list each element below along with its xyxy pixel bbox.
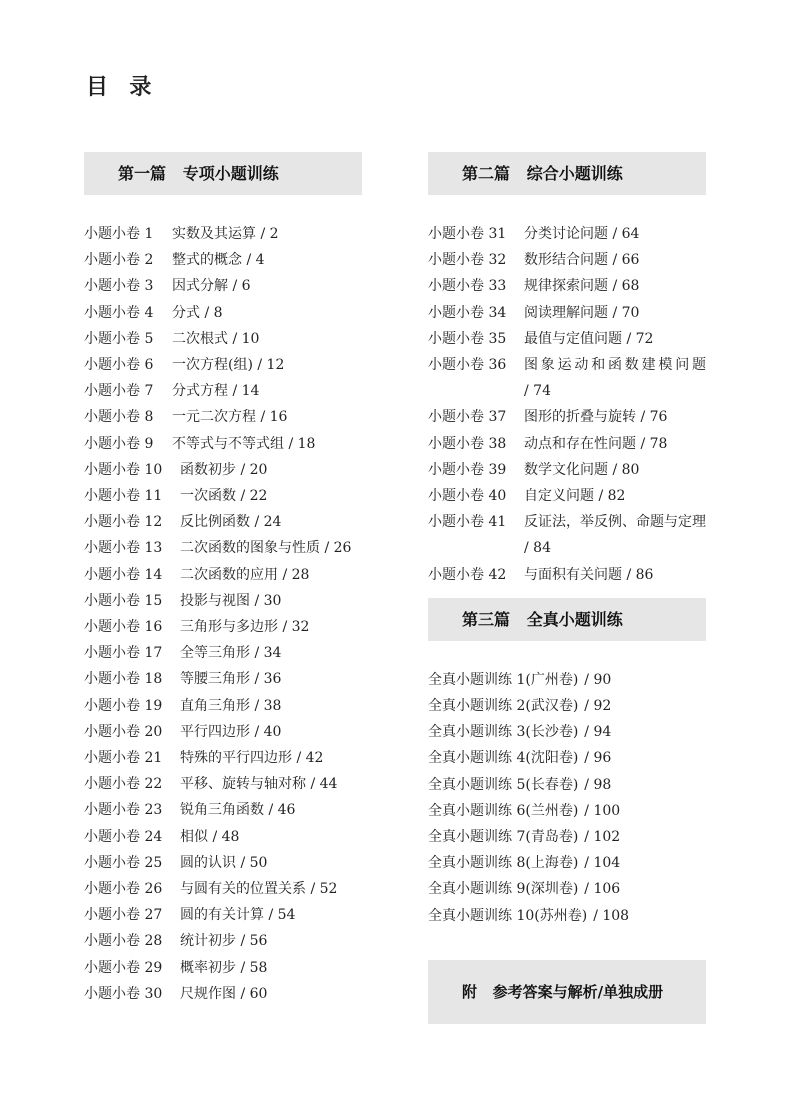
toc-entry-topic-wrap (524, 457, 706, 483)
toc-entry-label: 小题小卷 1 (84, 226, 154, 242)
toc-entry-label: 小题小卷 9 (84, 435, 154, 452)
toc-entry-topic-wrap (180, 693, 362, 719)
toc-entry[interactable] (84, 614, 362, 640)
toc-entry-topic: 平移、旋转与轴对称 (180, 776, 306, 793)
toc-entry-topic-wrap (524, 326, 706, 352)
toc-entry-label: 小题小卷 17 (84, 645, 163, 662)
toc-entry-label: 小题小卷 14 (84, 566, 163, 583)
toc-entry-topic: 数形结合问题 (524, 252, 608, 269)
toc-entry-topic: 尺规作图 (180, 985, 236, 1002)
toc-entry-topic: 动点和存在性问题 (524, 435, 636, 452)
toc-entry-topic-wrap (180, 562, 362, 588)
toc-entry-topic: 全等三角形 (180, 645, 250, 662)
section-3-banner: 第三篇 全真小题训练 (428, 598, 706, 641)
toc-entry-page: / 38 (254, 697, 282, 714)
toc-entry-topic-wrap (524, 509, 706, 561)
toc-entry-label: 小题小卷 6 (84, 357, 154, 374)
toc-entry-topic: 一元二次方程 (172, 409, 256, 426)
toc-entry-label: 小题小卷 21 (84, 750, 163, 767)
toc-entry-page: / 24 (254, 514, 282, 531)
toc-entry-topic-wrap (524, 431, 706, 457)
toc-entry-topic-wrap (180, 614, 362, 640)
toc-entry[interactable] (84, 876, 362, 902)
toc-entry[interactable] (428, 824, 706, 850)
toc-entry[interactable] (84, 928, 362, 954)
toc-entry-topic-wrap (180, 955, 362, 981)
toc-entry[interactable] (428, 693, 706, 719)
toc-entry-topic-wrap (180, 535, 362, 561)
toc-entry[interactable] (84, 483, 362, 509)
toc-entry-label: 小题小卷 13 (84, 540, 163, 557)
toc-entry-page: / 90 (584, 671, 612, 688)
toc-entry-label: 小题小卷 11 (84, 488, 163, 505)
toc-entry-topic-wrap (180, 797, 362, 823)
toc-entry[interactable] (84, 535, 362, 561)
toc-entry-topic: 三角形与多边形 (180, 619, 278, 636)
toc-entry-page: / 108 (593, 907, 630, 924)
toc-entry-topic-wrap (524, 273, 706, 299)
toc-entry-page: / 74 (524, 383, 551, 400)
toc-entry-page: / 54 (268, 907, 296, 924)
toc-entry[interactable] (84, 771, 362, 797)
toc-entry-topic: 与圆有关的位置关系 (180, 881, 306, 898)
toc-entry-page: / 48 (212, 828, 240, 845)
toc-entry-topic-wrap (172, 300, 362, 326)
toc-entry-label: 小题小卷 23 (84, 802, 163, 819)
toc-entry-page: / 78 (640, 435, 668, 452)
toc-entry[interactable] (428, 221, 706, 247)
toc-entry[interactable] (428, 667, 706, 693)
toc-entry-page: / 34 (254, 645, 282, 662)
toc-entry[interactable] (428, 903, 706, 929)
toc-entry-page: / 80 (612, 461, 640, 478)
toc-entry-topic-wrap (180, 902, 362, 928)
toc-entry-topic-wrap (172, 404, 362, 430)
toc-entry-page: / 52 (310, 881, 338, 898)
toc-entry-topic: 整式的概念 (172, 252, 242, 269)
toc-entry-page: / 58 (240, 959, 268, 976)
toc-entry-topic-wrap (524, 404, 706, 430)
toc-entry-label: 小题小卷 40 (428, 488, 507, 505)
toc-entry-topic: 直角三角形 (180, 697, 250, 714)
toc-entry-label: 小题小卷 37 (428, 409, 507, 426)
toc-entry[interactable] (84, 378, 362, 404)
toc-entry-label: 全真小题训练 9(深圳卷) (428, 881, 579, 898)
toc-entry-label: 小题小卷 2 (84, 252, 154, 269)
toc-entry-topic: 相似 (180, 828, 208, 845)
toc-entry-label: 小题小卷 8 (84, 409, 154, 426)
toc-entry-topic: 投影与视图 (180, 592, 250, 609)
toc-entry-page: / 26 (324, 540, 352, 557)
toc-entry[interactable] (428, 404, 706, 430)
toc-entry-topic: 图象运动和函数建模问题 (524, 357, 706, 374)
toc-entry-label: 小题小卷 29 (84, 959, 163, 976)
toc-entry[interactable] (428, 247, 706, 273)
toc-entry-topic-wrap (180, 588, 362, 614)
toc-entry-topic-wrap (180, 928, 362, 954)
toc-entry[interactable] (428, 300, 706, 326)
toc-entry-topic-wrap (524, 221, 706, 247)
toc-entry-label: 小题小卷 35 (428, 330, 507, 347)
toc-entry[interactable] (84, 326, 362, 352)
toc-entry-label: 小题小卷 28 (84, 933, 163, 950)
toc-entry-label: 小题小卷 20 (84, 723, 163, 740)
toc-entry-label: 小题小卷 41 (428, 514, 507, 531)
toc-entry-label: 小题小卷 22 (84, 776, 163, 793)
toc-entry-topic-wrap (180, 824, 362, 850)
toc-entry-label: 全真小题训练 8(上海卷) (428, 855, 579, 872)
toc-entry[interactable] (84, 693, 362, 719)
toc-entry[interactable] (84, 352, 362, 378)
toc-entry-topic: 圆的认识 (180, 854, 236, 871)
toc-entry-label: 全真小题训练 5(长春卷) (428, 776, 579, 793)
toc-entry-label: 全真小题训练 3(长沙卷) (428, 724, 579, 741)
toc-entry-page: / 82 (598, 488, 626, 505)
toc-entry[interactable] (428, 326, 706, 352)
toc-entry-topic-wrap (180, 640, 362, 666)
toc-entry[interactable] (428, 483, 706, 509)
toc-entry-topic: 因式分解 (172, 278, 228, 295)
toc-entry[interactable] (84, 221, 362, 247)
right-column (428, 152, 706, 929)
toc-entry-page: / 100 (584, 802, 621, 819)
toc-entry-topic: 特殊的平行四边形 (180, 750, 292, 767)
toc-entry-page: / 106 (584, 881, 621, 898)
toc-entry-page: / 40 (254, 723, 282, 740)
toc-entry-label: 小题小卷 7 (84, 383, 154, 400)
toc-entry[interactable] (84, 719, 362, 745)
toc-entry-page: / 96 (584, 750, 612, 767)
toc-entry-label: 小题小卷 26 (84, 881, 163, 898)
toc-entry[interactable] (84, 745, 362, 771)
toc-entry-page: / 98 (584, 776, 612, 793)
toc-entry-label: 小题小卷 4 (84, 304, 154, 321)
toc-entry-page: / 8 (204, 304, 223, 321)
toc-entry-page: / 60 (240, 985, 268, 1002)
toc-entry-page: / 28 (282, 566, 310, 583)
toc-entry-page: / 36 (254, 671, 282, 688)
toc-entry-topic-wrap (524, 483, 706, 509)
toc-entry-label: 小题小卷 34 (428, 304, 507, 321)
toc-entry-topic-wrap (180, 457, 362, 483)
toc-entry-label: 小题小卷 3 (84, 278, 154, 295)
toc-entry[interactable] (84, 666, 362, 692)
toc-entry-topic: 不等式与不等式组 (172, 435, 284, 452)
toc-entry[interactable] (428, 562, 706, 588)
toc-entry-page: / 22 (240, 488, 268, 505)
toc-entry-topic-wrap (180, 771, 362, 797)
toc-entry-page: / 2 (260, 226, 279, 242)
toc-entry-topic: 数学文化问题 (524, 461, 608, 478)
toc-entry-label: 小题小卷 39 (428, 461, 507, 478)
toc-entry-topic: 规律探索问题 (524, 278, 608, 295)
toc-entry[interactable] (84, 509, 362, 535)
toc-entry-topic: 实数及其运算 (172, 226, 256, 242)
toc-entry-topic: 最值与定值问题 (524, 330, 622, 347)
toc-entry-page: / 4 (246, 252, 265, 269)
toc-entry-topic: 二次函数的图象与性质 (180, 540, 320, 557)
toc-entry-page: / 44 (310, 776, 338, 793)
toc-entry-page: / 66 (612, 252, 640, 269)
toc-entry-topic: 二次函数的应用 (180, 566, 278, 583)
toc-entry-topic-wrap (180, 745, 362, 771)
toc-entry[interactable] (84, 431, 362, 457)
toc-entry-topic-wrap (524, 300, 706, 326)
toc-entry-topic-wrap (172, 378, 362, 404)
toc-entry-topic-wrap (172, 431, 362, 457)
toc-entry[interactable] (84, 955, 362, 981)
toc-entry-page: / 64 (612, 226, 640, 242)
toc-entry-topic: 图形的折叠与旋转 (524, 409, 636, 426)
toc-entry-topic: 自定义问题 (524, 488, 594, 505)
section-2-banner: 第二篇 综合小题训练 (428, 152, 706, 195)
toc-entry-topic-wrap (180, 850, 362, 876)
toc-entry-page: / 14 (232, 383, 260, 400)
toc-entry-label: 小题小卷 24 (84, 828, 163, 845)
toc-entry-page: / 102 (584, 829, 621, 846)
toc-entry-topic: 圆的有关计算 (180, 907, 264, 924)
toc-entry-topic-wrap (524, 562, 706, 588)
toc-entry[interactable] (84, 824, 362, 850)
toc-entry-topic-wrap (180, 876, 362, 902)
toc-entry-topic: 阅读理解问题 (524, 304, 608, 321)
toc-entry-label: 小题小卷 33 (428, 278, 507, 295)
toc-entry-label: 小题小卷 27 (84, 907, 163, 924)
toc-entry-topic: 函数初步 (180, 461, 236, 478)
toc-entry-label: 全真小题训练 1(广州卷) (428, 671, 579, 688)
toc-entry-topic: 平行四边形 (180, 723, 250, 740)
toc-entry-topic: 统计初步 (180, 933, 236, 950)
toc-entry-page: / 68 (612, 278, 640, 295)
toc-entry[interactable] (84, 247, 362, 273)
toc-entry[interactable] (84, 562, 362, 588)
toc-entry[interactable] (84, 300, 362, 326)
toc-entry-topic-wrap (172, 273, 362, 299)
toc-entry-topic: 锐角三角函数 (180, 802, 264, 819)
toc-entry-label: 全真小题训练 2(武汉卷) (428, 698, 579, 715)
toc-entry-label: 小题小卷 25 (84, 854, 163, 871)
toc-entry[interactable] (428, 850, 706, 876)
toc-entry-label: 全真小题训练 4(沈阳卷) (428, 750, 579, 767)
toc-entry-topic: 等腰三角形 (180, 671, 250, 688)
toc-entry-label: 小题小卷 31 (428, 226, 507, 242)
toc-entry-topic-wrap (180, 666, 362, 692)
toc-entry-page: / 72 (626, 330, 654, 347)
section-1-list (84, 221, 362, 1007)
toc-entry-page: / 70 (612, 304, 640, 321)
toc-entry[interactable] (84, 850, 362, 876)
toc-entry-label: 小题小卷 42 (428, 566, 507, 583)
section-2-list (428, 221, 706, 588)
toc-entry-topic: 与面积有关问题 (524, 566, 622, 583)
toc-entry-page: / 94 (584, 724, 612, 741)
toc-entry[interactable] (428, 509, 706, 561)
toc-entry-topic-wrap (172, 247, 362, 273)
toc-entry[interactable] (428, 798, 706, 824)
toc-entry-page: / 76 (640, 409, 668, 426)
toc-entry-topic-wrap (180, 509, 362, 535)
toc-entry-label: 小题小卷 32 (428, 252, 507, 269)
toc-entry-page: / 56 (240, 933, 268, 950)
toc-entry-topic: 概率初步 (180, 959, 236, 976)
toc-entry-page: / 30 (254, 592, 282, 609)
toc-entry-topic: 一次方程(组) (172, 357, 253, 374)
toc-entry-label: 小题小卷 5 (84, 330, 154, 347)
toc-entry-topic-wrap (172, 221, 362, 247)
toc-entry[interactable] (428, 719, 706, 745)
toc-entry[interactable] (428, 352, 706, 404)
page-title: 目 录 (86, 75, 154, 100)
section-3-list (428, 667, 706, 929)
toc-entry[interactable] (84, 797, 362, 823)
toc-entry-page: / 86 (626, 566, 654, 583)
toc-entry[interactable] (428, 745, 706, 771)
toc-entry-page: / 46 (268, 802, 296, 819)
toc-entry[interactable] (84, 457, 362, 483)
toc-entry-topic-wrap (172, 326, 362, 352)
toc-entry-topic-wrap (180, 719, 362, 745)
toc-entry[interactable] (428, 772, 706, 798)
toc-entry-page: / 42 (296, 750, 324, 767)
toc-entry-label: 全真小题训练 7(青岛卷) (428, 829, 579, 846)
toc-entry-topic: 反证法，举反例、命题与定理 (524, 514, 706, 531)
left-column (84, 152, 362, 1007)
toc-entry-topic: 分式方程 (172, 383, 228, 400)
toc-entry-label: 小题小卷 18 (84, 671, 163, 688)
toc-entry-topic-wrap (172, 352, 362, 378)
toc-entry-label: 小题小卷 10 (84, 461, 163, 478)
toc-entry-topic: 反比例函数 (180, 514, 250, 531)
toc-entry[interactable] (84, 902, 362, 928)
toc-entry[interactable] (84, 588, 362, 614)
toc-entry-topic-wrap (524, 352, 706, 404)
toc-entry-topic: 分类讨论问题 (524, 226, 608, 242)
toc-entry-page: / 104 (584, 855, 621, 872)
toc-entry[interactable] (428, 431, 706, 457)
toc-entry-label: 全真小题训练 10(苏州卷) (428, 907, 588, 924)
toc-entry-page: / 84 (524, 540, 551, 557)
toc-entry-page: / 20 (240, 461, 268, 478)
toc-entry-page: / 12 (257, 357, 285, 374)
toc-entry-topic: 分式 (172, 304, 200, 321)
toc-entry-topic: 一次函数 (180, 488, 236, 505)
toc-entry-label: 小题小卷 15 (84, 592, 163, 609)
toc-entry-topic: 二次根式 (172, 330, 228, 347)
toc-entry-page: / 10 (232, 330, 260, 347)
toc-entry-label: 小题小卷 30 (84, 985, 163, 1002)
toc-entry-label: 小题小卷 16 (84, 619, 163, 636)
toc-entry-page: / 50 (240, 854, 268, 871)
toc-entry-topic-wrap (180, 981, 362, 1007)
toc-entry-page: / 32 (282, 619, 310, 636)
toc-entry[interactable] (428, 457, 706, 483)
toc-entry-topic-wrap (524, 247, 706, 273)
toc-entry-page: / 92 (584, 698, 612, 715)
toc-entry[interactable] (428, 273, 706, 299)
toc-entry[interactable] (428, 876, 706, 902)
toc-entry[interactable] (84, 404, 362, 430)
toc-entry-label: 全真小题训练 6(兰州卷) (428, 802, 579, 819)
toc-entry[interactable] (84, 273, 362, 299)
appendix-banner: 附 参考答案与解析/单独成册 (428, 960, 706, 1024)
toc-entry[interactable] (84, 981, 362, 1007)
toc-entry-page: / 18 (288, 435, 316, 452)
toc-entry[interactable] (84, 640, 362, 666)
section-1-banner: 第一篇 专项小题训练 (84, 152, 362, 195)
toc-entry-page: / 6 (232, 278, 251, 295)
toc-entry-label: 小题小卷 36 (428, 357, 507, 374)
toc-entry-label: 小题小卷 19 (84, 697, 163, 714)
toc-entry-label: 小题小卷 12 (84, 514, 163, 531)
toc-entry-label: 小题小卷 38 (428, 435, 507, 452)
toc-entry-page: / 16 (260, 409, 288, 426)
toc-entry-topic-wrap (180, 483, 362, 509)
